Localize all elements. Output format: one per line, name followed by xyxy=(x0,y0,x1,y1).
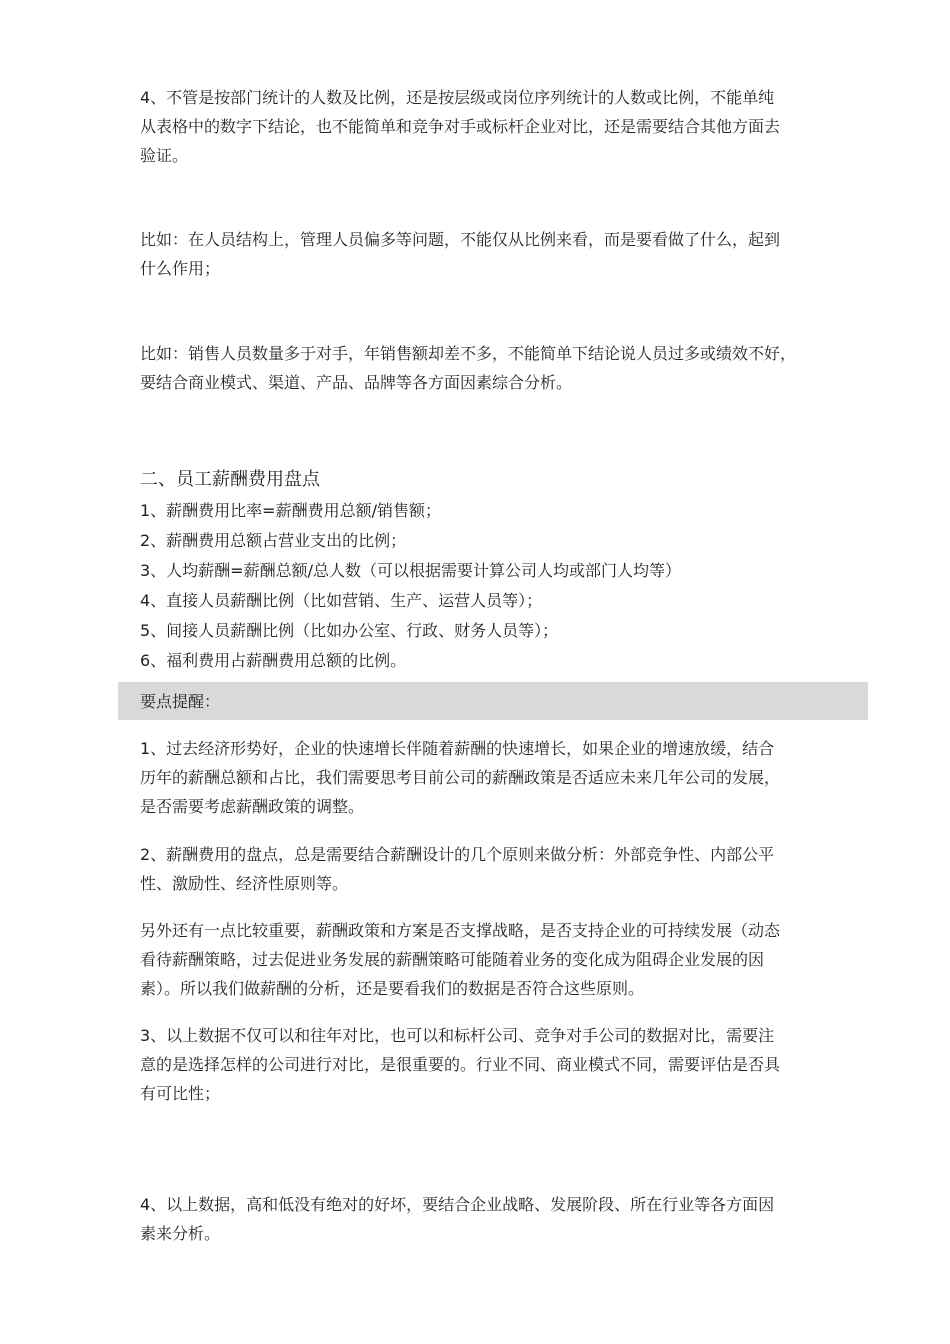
text-line: 另外还有一点比较重要，薪酬政策和方案是否支撑战略，是否支持企业的可持续发展（动态 xyxy=(140,921,781,940)
text-line: 有可比性； xyxy=(140,1084,221,1103)
paragraph-example-management xyxy=(140,225,780,283)
highlight-label: 要点提醒： xyxy=(140,692,221,711)
list-item: 1、薪酬费用比率=薪酬费用总额/销售额； xyxy=(140,501,441,520)
text-line: 4、以上数据，高和低没有绝对的好坏，要结合企业战略、发展阶段、所在行业等各方面因 xyxy=(140,1195,775,1214)
text-line: 素）。所以我们做薪酬的分析，还是要看我们的数据是否符合这些原则。 xyxy=(140,979,645,998)
note-2-extra xyxy=(140,916,780,1003)
text-line: 性、激励性、经济性原则等。 xyxy=(140,874,349,893)
text-line: 是否需要考虑薪酬政策的调整。 xyxy=(140,797,365,816)
list-item: 4、直接人员薪酬比例（比如营销、生产、运营人员等）； xyxy=(140,591,543,610)
text-line: 要结合商业模式、渠道、产品、品牌等各方面因素综合分析。 xyxy=(140,373,573,392)
note-1 xyxy=(140,734,780,821)
list-item: 2、薪酬费用总额占营业支出的比例； xyxy=(140,531,407,550)
text-line: 3、以上数据不仅可以和往年对比，也可以和标杆公司、竞争对手公司的数据对比，需要注 xyxy=(140,1026,775,1045)
note-2 xyxy=(140,840,774,898)
text-line: 什么作用； xyxy=(140,259,221,278)
text-line: 1、过去经济形势好，企业的快速增长伴随着薪酬的快速增长，如果企业的增速放缓，结合 xyxy=(140,739,775,758)
note-4 xyxy=(140,1190,774,1248)
text-line: 比如：销售人员数量多于对手，年销售额却差不多，不能简单下结论说人员过多或绩效不好， xyxy=(140,344,797,363)
note-3 xyxy=(140,1021,780,1108)
text-line: 2、薪酬费用的盘点，总是需要结合薪酬设计的几个原则来做分析：外部竞争性、内部公平 xyxy=(140,845,775,864)
text-line: 验证。 xyxy=(140,146,189,165)
list-item: 3、人均薪酬=薪酬总额/总人数（可以根据需要计算公司人均或部门人均等） xyxy=(140,561,681,580)
text-line: 意的是选择怎样的公司进行对比，是很重要的。行业不同、商业模式不同，需要评估是否具 xyxy=(140,1055,781,1074)
paragraph-headcount-analysis xyxy=(140,83,780,170)
metrics-list xyxy=(140,496,681,676)
list-item: 5、间接人员薪酬比例（比如办公室、行政、财务人员等）； xyxy=(140,621,559,640)
text-line: 历年的薪酬总额和占比，我们需要思考目前公司的薪酬政策是否适应未来几年公司的发展， xyxy=(140,768,781,787)
section-title: 二、员工薪酬费用盘点 xyxy=(140,469,320,490)
text-line: 素来分析。 xyxy=(140,1224,221,1243)
text-line: 比如：在人员结构上，管理人员偏多等问题，不能仅从比例来看，而是要看做了什么，起到 xyxy=(140,230,781,249)
paragraph-example-sales xyxy=(140,339,796,397)
text-line: 从表格中的数字下结论，也不能简单和竞争对手或标杆企业对比，还是需要结合其他方面去 xyxy=(140,117,781,136)
text-line: 4、不管是按部门统计的人数及比例，还是按层级或岗位序列统计的人数或比例，不能单纯 xyxy=(140,88,775,107)
text-line: 看待薪酬策略，过去促进业务发展的薪酬策略可能随着业务的变化成为阻碍企业发展的因 xyxy=(140,950,765,969)
highlight-bar xyxy=(118,682,868,720)
list-item: 6、福利费用占薪酬费用总额的比例。 xyxy=(140,651,407,670)
